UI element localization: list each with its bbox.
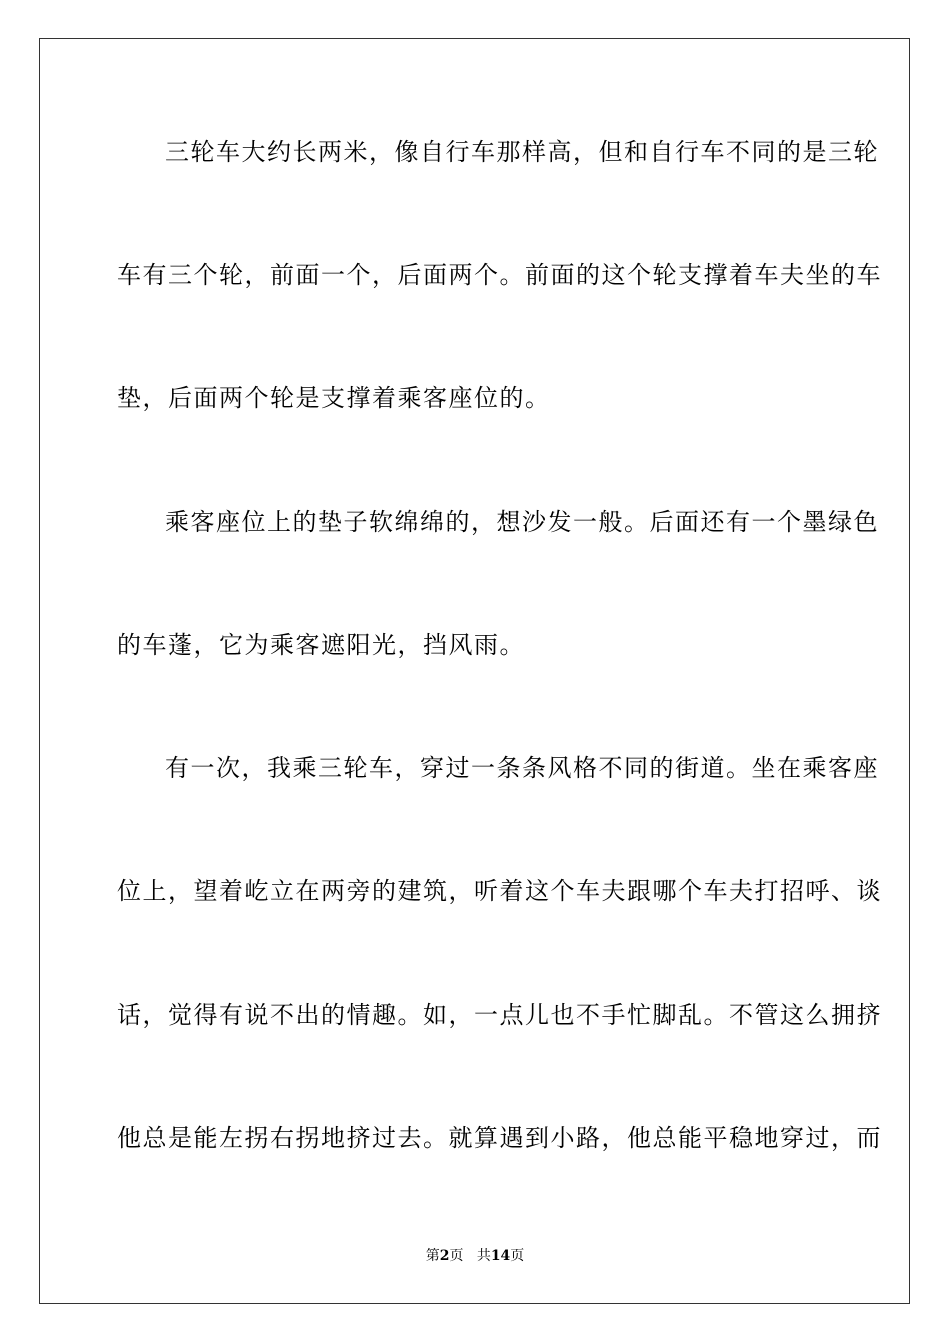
total-page-count: 14 — [490, 1248, 511, 1264]
paragraph-1-line-3: 垫，后面两个轮是支撑着乘客座位的。 — [117, 384, 551, 412]
paragraph-2-line-1: 乘客座位上的垫子软绵绵的，想沙发一般。后面还有一个墨绿色 — [165, 508, 879, 536]
page-footer — [0, 1247, 950, 1265]
paragraph-3-line-4: 他总是能左拐右拐地挤过去。就算遇到小路，他总能平稳地穿过，而 — [117, 1124, 882, 1152]
paragraph-1-line-2: 车有三个轮，前面一个，后面两个。前面的这个轮支撑着车夫坐的车 — [117, 261, 882, 289]
paragraph-3-line-2: 位上，望着屹立在两旁的建筑，听着这个车夫跟哪个车夫打招呼、谈 — [117, 877, 882, 905]
footer-prefix: 第 — [425, 1248, 440, 1264]
paragraph-1-line-1: 三轮车大约长两米，像自行车那样高，但和自行车不同的是三轮 — [165, 138, 879, 166]
paragraph-3-line-1: 有一次，我乘三轮车，穿过一条条风格不同的街道。坐在乘客座 — [165, 754, 879, 782]
page-border — [39, 38, 910, 1304]
footer-total-prefix: 共 — [476, 1248, 491, 1264]
current-page-number: 2 — [439, 1248, 450, 1264]
footer-total-suffix: 页 — [510, 1248, 525, 1264]
footer-page-suffix: 页 — [449, 1248, 464, 1264]
paragraph-2-line-2: 的车蓬，它为乘客遮阳光，挡风雨。 — [117, 631, 525, 659]
paragraph-3-line-3: 话，觉得有说不出的情趣。如，一点儿也不手忙脚乱。不管这么拥挤 — [117, 1001, 882, 1029]
